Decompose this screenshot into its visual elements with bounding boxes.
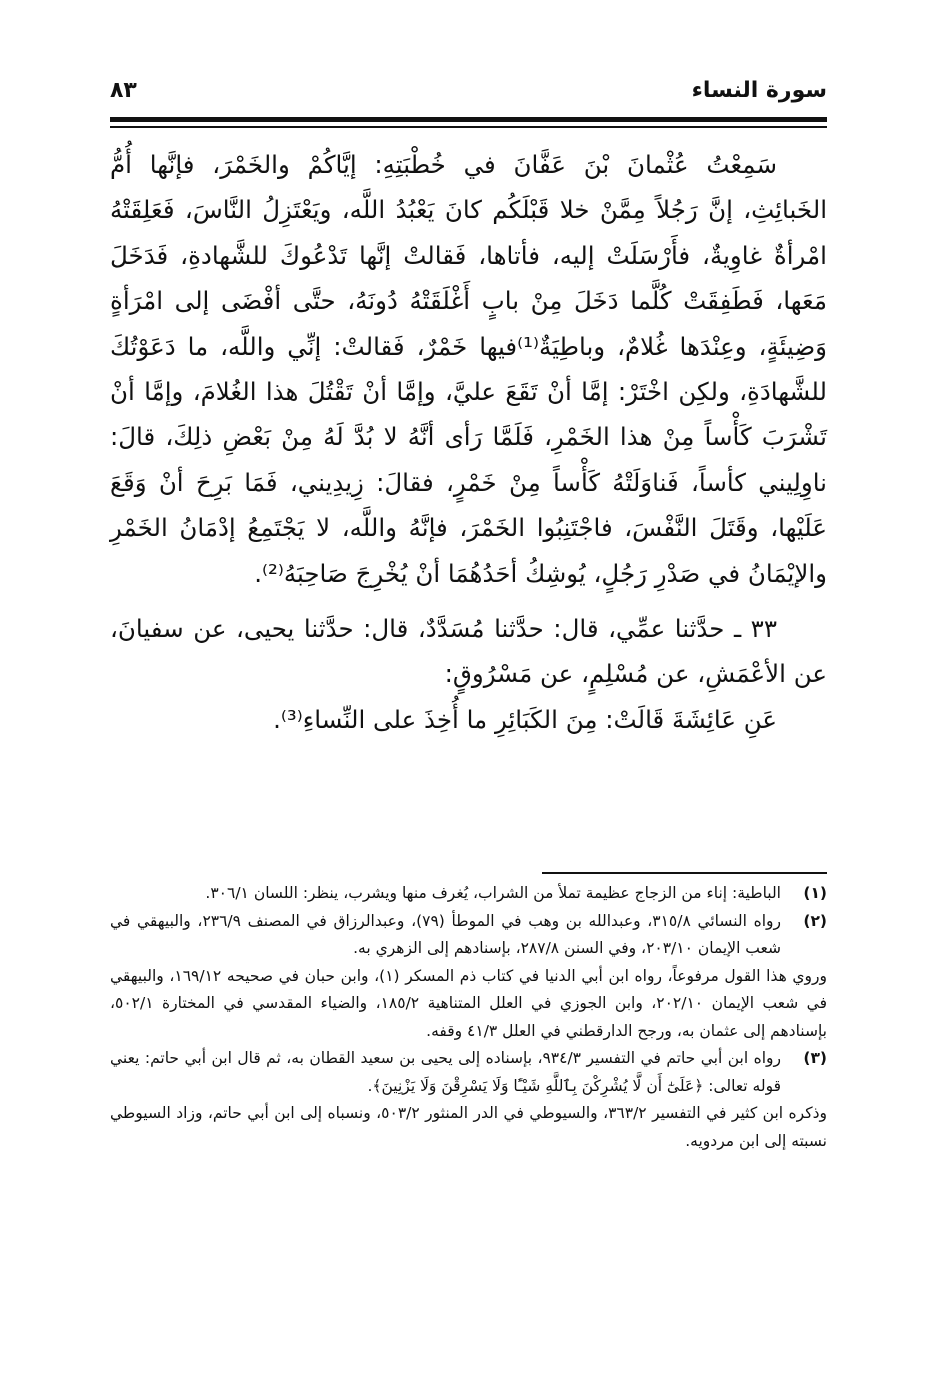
header-rule-thick <box>110 117 827 122</box>
surah-title: سورة النساء <box>691 78 827 103</box>
footnote-text: رواه النسائي ٣١٥/٨، وعبدالله بن وهب في الموطأ (٧٩)، وعبدالرزاق في المصنف ٢٣٦/٩، والبيهقي في شعب الإيمان ٢٠٣/١٠، وفي السنن ٢٨٧/٨، بإسنادهم إلى الزهري به. <box>110 911 782 957</box>
paragraph-hadith-33-matn: عَنِ عَائِشَةَ قَالَتْ: مِنَ الكَبَائِرِ ما أُخِذَ على النِّساءِ⁽³⁾. <box>273 704 777 734</box>
footnote-text: الباطية: إناء من الزجاج عظيمة تملأ من الشراب، يُغرف منها ويشرب، ينظر: اللسان ٣٠٦/١. <box>205 884 781 902</box>
footnote-text: رواه ابن أبي حاتم في التفسير ٩٣٤/٣، بإسناده إلى يحيى بن سعيد القطان به، ثم قال ابن أبي حاتم: يعني قوله تعالى: ﴿عَلَىٰٓ أَن لَّا يُشْرِكْنَ بِٱللَّهِ شَيْـًٔا وَلَا يَسْرِقْنَ وَلَا يَزْنِينَ﴾. <box>110 1049 781 1095</box>
header-rule-thin <box>110 126 827 128</box>
page-number: ٨٣ <box>110 78 137 103</box>
footnotes <box>110 880 827 1155</box>
footnote-2-continuation: وروي هذا القول مرفوعاً، رواه ابن أبي الدنيا في كتاب ذم المسكر (١)، وابن حبان في صحيحه ١٦٩/١٢، والبيهقي في شعب الإيمان ٢٠٢/١٠، وابن الجوزي في العلل المتناهية ١٨٥/٢، والضياء المقدسي في المختارة ٥٠٢/١، بإسنادهم إلى عثمان به، ورجح الدارقطني في العلل ٤١/٣ وقفه. <box>110 966 828 1040</box>
footnote-separator <box>542 872 827 874</box>
footnote-3-continuation: وذكره ابن كثير في التفسير ٣٦٣/٢، والسيوطي في الدر المنثور ٥٠٣/٢، ونسباه إلى ابن أبي حاتم، وزاد السيوطي نسبته إلى ابن مردويه. <box>110 1104 827 1150</box>
footnote-3 <box>110 1045 827 1100</box>
footnote-number: (٢) <box>803 911 827 930</box>
footnote-number: (١) <box>803 884 827 902</box>
page-header <box>110 78 827 118</box>
footnote-1 <box>110 880 827 908</box>
main-text <box>110 142 827 742</box>
footnote-2 <box>110 908 827 963</box>
paragraph-narration: سَمِعْتُ عُثْمانَ بْنَ عَفَّانَ في خُطْبَتِهِ: إيَّاكُمْ والخَمْرَ، فإنَّها أُمُّ الخَبائِثِ، إنَّ رَجُلاً مِمَّنْ خلا قَبْلَكُم كانَ يَعْبُدُ اللَّه، ويَعْتَزِلُ النَّاسَ، فَعَلِقَتْهُ امْرأةٌ غاوِيةٌ، فأَرْسَلَتْ إليه، فأتاها، فَقالتْ إنَّها تَدْعُوكَ للشَّهادةِ، فَدَخَلَ مَعَها، فَطَفِقَتْ كُلَّما دَخَلَ مِنْ بابٍ أَغْلَقَتْهُ دُونَهُ، حتَّى أفْضَى إلى امْرَأةٍ وَضِيئَةٍ، وعِنْدَها غُلامٌ، وباطِيَةٌ⁽¹⁾فيها خَمْرٌ، فَقالتْ: إنِّي واللَّه، ما دَعَوْتُكَ للشَّهادَةِ، ولكِن اخْتَرْ: إمَّا أنْ تَقَعَ عليَّ، وإمَّا أنْ تَقْتُلَ هذا الغُلامَ، وإمَّا أنْ تَشْرَبَ كَأْساً مِنْ هذا الخَمْرِ، فَلَمَّا رَأى أنَّهُ لا بُدَّ لَهُ مِنْ بَعْضِ ذلِكَ، قالَ: ناوِلِيني كأساً، فَناوَلَتْهُ كَأْساً مِنْ خَمْرٍ، فقالَ: زِيدِيني، فَمَا بَرِحَ أنْ وَقَعَ عَلَيْها، وقَتَلَ النَّفْسَ، فاجْتَنِبُوا الخَمْرَ، فإنَّهُ واللَّه، لا يَجْتَمِعُ إدْمَانُ الخَمْرِ والإيْمَانُ في صَدْرِ رَجُلٍ، يُوشِكُ أحَدُهُمَا أنْ يُخْرِجَ صَاحِبَهُ⁽²⁾. <box>110 150 827 588</box>
paragraph-hadith-33-isnad: ٣٣ ـ حدَّثنا عمِّي، قال: حدَّثنا مُسَدَّدٌ، قال: حدَّثنا يحيى، عن سفيانَ، عن الأعْمَشِ، عن مُسْلِمٍ، عن مَسْرُوقٍ: <box>110 614 827 689</box>
footnote-number: (٣) <box>803 1049 827 1067</box>
